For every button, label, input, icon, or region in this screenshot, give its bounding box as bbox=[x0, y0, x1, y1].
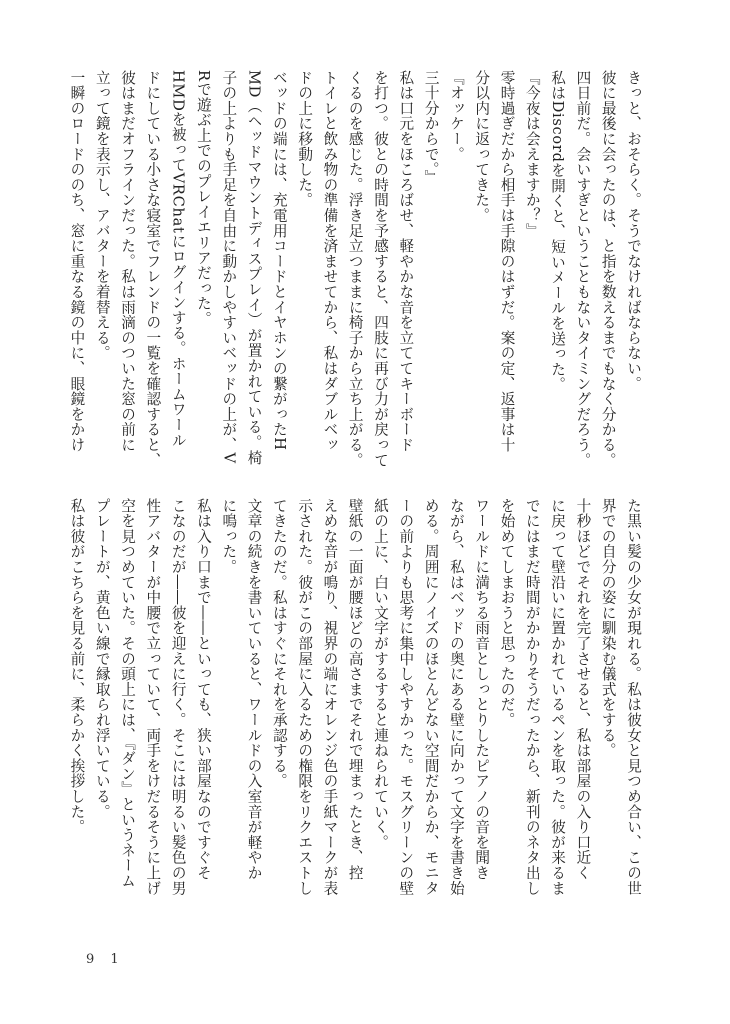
text-line: きっと、おそらく。そうでなければならない。 bbox=[625, 70, 642, 392]
text-line: 私は口元をほころばせ、軽やかな音を立ててキーボード bbox=[397, 70, 415, 453]
text-line: でにはまだ時間がかかりそうだったから、新刊のネタ出し bbox=[523, 498, 541, 896]
text-line: 分以内に返ってきた。 bbox=[473, 70, 491, 223]
text-line: ワールドに満ちる雨音としっとりしたピアノの音を聞き bbox=[473, 498, 491, 881]
upper-text-block bbox=[68, 70, 646, 468]
text-line: ドにしている小さな寝室でフレンドの一覧を確認すると、 bbox=[144, 70, 162, 468]
text-line: 『今夜は会えますか？』 bbox=[523, 70, 541, 239]
text-line: に鳴った。 bbox=[220, 498, 238, 575]
text-line: 示された。彼がこの部屋に入るための権限をリクエストし bbox=[296, 498, 314, 896]
text-line: 四日前だ。会いすぎということもないタイミングだろう。 bbox=[574, 70, 592, 468]
text-line: 紙の上に、白い文字がするすると連ねられていく。 bbox=[372, 498, 390, 850]
text-line: た黒い髪の少女が現れる。私は彼女と見つめ合い、この世 bbox=[625, 498, 642, 896]
lower-text-block bbox=[68, 498, 646, 896]
text-line: MD（ヘッドマウントディスプレイ）が置かれている。椅 bbox=[245, 70, 263, 466]
text-line: てきたのだ。私はすぐにそれを承認する。 bbox=[270, 498, 288, 789]
text-line: くるのを感じた。浮き足立つままに椅子から立ち上がる。 bbox=[346, 70, 364, 468]
text-line: ながら、私はベッドの奥にある壁に向かって文字を書き始 bbox=[447, 498, 465, 896]
text-line: 『オッケー。 bbox=[447, 70, 465, 162]
text-line: トイレと飲み物の準備を済ませてから、私はダブルベッ bbox=[321, 70, 339, 453]
text-line: こなのだが――彼を迎えに行く。そこには明るい髪色の男 bbox=[169, 498, 187, 896]
text-line: えめな音が鳴り、視界の端にオレンジ色の手紙マークが表 bbox=[321, 498, 339, 896]
text-line: 彼に最後に会ったのは、と指を数えるまでもなく分かる。 bbox=[599, 70, 617, 468]
text-line: を始めてしまおうと思ったのだ。 bbox=[498, 498, 516, 728]
text-line: 十秒ほどでそれを完了させると、私は部屋の入り口近く bbox=[574, 498, 592, 881]
text-line: ーの前よりも思考に集中しやすかった。モスグリーンの壁 bbox=[397, 498, 415, 896]
text-line: ドの上に移動した。 bbox=[296, 70, 314, 208]
text-line: 彼はまだオフラインだった。私は雨滴のついた窓の前に bbox=[119, 70, 137, 453]
text-line: に戻って壁沿いに置かれているペンを取った。彼が来るま bbox=[549, 498, 567, 896]
text-line: を打つ。彼との時間を予感すると、四肢に再び力が戻って bbox=[372, 70, 390, 468]
text-line: 私は入り口まで――といっても、狭い部屋なのですぐそ bbox=[194, 498, 212, 881]
text-line: 界での自分の姿に馴染む儀式をする。 bbox=[599, 498, 617, 759]
text-line: 私はDiscordを開くと、短いメールを送った。 bbox=[549, 70, 567, 393]
text-line: プレートが、黄色い線で縁取られ浮いている。 bbox=[93, 498, 111, 820]
text-line: 零時過ぎだから相手は手隙のはずだ。案の定、返事は十 bbox=[498, 70, 516, 453]
text-line: 壁紙の一面が腰ほどの高さまでそれで埋まったとき、控 bbox=[346, 498, 364, 881]
text-line: 一瞬のロードののち、窓に重なる鏡の中に、眼鏡をかけ bbox=[68, 70, 86, 453]
text-line: ベッドの端には、充電用コードとイヤホンの繋がったH bbox=[270, 70, 288, 451]
text-line: HMDを被ってVRChatにログインする。ホームワール bbox=[169, 70, 187, 448]
text-line: 私は彼がこちらを見る前に、柔らかく挨拶した。 bbox=[68, 498, 86, 835]
page-number: 9 1 bbox=[86, 952, 125, 967]
text-line: 三十分からで。』 bbox=[422, 70, 440, 186]
text-line: 文章の続きを書いていると、ワールドの入室音が軽やか bbox=[245, 498, 263, 881]
text-line: 性アバターが中腰で立っていて、両手をけだるそうに上げ bbox=[144, 498, 162, 896]
text-line: Rで遊ぶ上でのプレイエリアだった。 bbox=[194, 70, 212, 327]
text-line: 立って鏡を表示し、アバターを着替える。 bbox=[93, 70, 111, 361]
text-line: 空を見つめていた。その頭上には、『ダン』というネーム bbox=[119, 498, 137, 889]
text-line: 子の上よりも手足を自由に動かしやすいベッドの上が、V bbox=[220, 70, 238, 464]
text-line: める。周囲にノイズのほとんどない空間だからか、モニタ bbox=[422, 498, 440, 896]
